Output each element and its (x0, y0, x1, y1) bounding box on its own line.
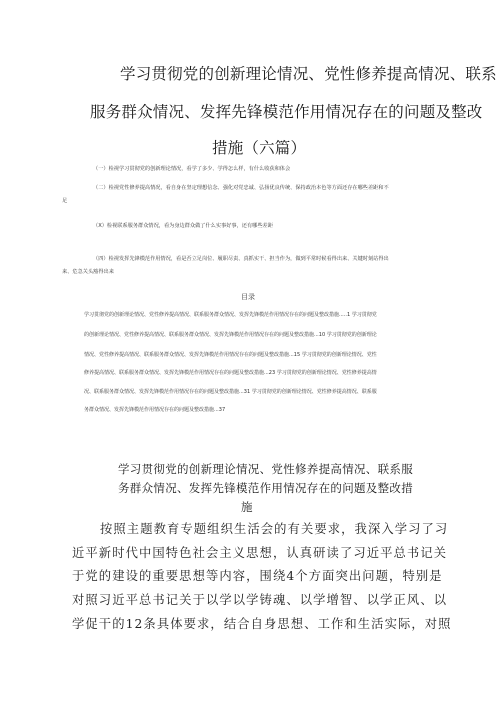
section-title-line-2: 务群众情况、发挥先锋模范作用情况存在的问题及整改措 (118, 481, 413, 495)
toc-line: 的创新理论情况、党性修养提高情况、联系服务群众情况、发挥先锋模范作用情况存在的问题及整改措施...10 学习贯彻党的创新理论 (84, 332, 377, 338)
outline-item-1: （一）检视学习贯彻党的创新理论情况，看学了多少、学得怎么样，有什么收获和体会 (93, 166, 291, 172)
toc-line: 务群众情况、发挥先锋模范作用情况存在的问题及整改措施...37 (84, 407, 226, 413)
toc-line: 况、联系服务群众情况、发挥先锋模范作用情况存在的问题及整改措施...31 学习贯彻党的创新理论情况、党性修养提高情况、联系服 (84, 389, 377, 395)
body-paragraph-line: 学促干的12条具体要求，结合自身思想、工作和生活实际，对照 (72, 617, 452, 631)
outline-item-4: （四）检视发挥先锋模范作用情况，看是否立足岗位、履职尽责、真抓实干、担当作为，做到平常时候看得出来、关键时刻站得出 (93, 256, 389, 262)
document-title-line-1: 学习贯彻党的创新理论情况、党性修养提高情况、联系 (120, 65, 497, 83)
outline-item-2-continued: 足 (62, 198, 68, 204)
section-title-line-1: 学习贯彻党的创新理论情况、党性修养提高情况、联系服 (118, 462, 413, 476)
outline-item-2: （二）检视党性修养提高情况，看自身在坚定理想信念、强化对党忠诚、弘扬优良传统、保持政治本色等方面还存在哪些差距和不 (93, 185, 389, 191)
toc-heading: 目录 (241, 293, 255, 301)
document-title-line-2: 服务群众情况、发挥先锋模范作用情况存在的问题及整改 (90, 103, 483, 121)
toc-line: 学习贯彻党的创新理论情况、党性修养提高情况、联系服务群众情况、发挥先锋模范作用情况存在的问题及整改措施.....1 学习贯彻党 (84, 312, 377, 318)
body-paragraph-line: 近平新时代中国特色社会主义思想，认真研读了习近平总书记关 (72, 546, 448, 560)
document-title-line-3: 措施（六篇） (212, 139, 307, 157)
body-paragraph-line: 对照习近平总书记关于以学以学铸魂、以学增智、以学正风、以 (72, 593, 448, 607)
body-paragraph-line: 于党的建设的重要思想等内容，围绕4个方面突出问题，特别是 (72, 569, 443, 583)
section-title-line-3: 施 (241, 500, 253, 514)
outline-item-4-continued: 来、危急关头豁得出来 (62, 269, 114, 275)
body-paragraph-line: 按照主题教育专题组织生活会的有关要求，我深入学习了习 (100, 522, 449, 536)
outline-item-3: （X）检视联系服务群众情况，看为身边群众做了什么实事好事，还有哪些差距 (93, 223, 273, 229)
toc-line: 情况、党性修养提高情况、联系服务群众情况、发挥先锋模范作用情况存在的问题及整改措施...15 学习贯彻党的创新理论情况、党性 (84, 352, 377, 358)
toc-line: 修养提高情况、联系服务群众情况、发挥先锋模范作用情况存在的问题及整改措施...23 学习贯彻党的创新理论情况、党性修养提高情 (84, 370, 377, 376)
